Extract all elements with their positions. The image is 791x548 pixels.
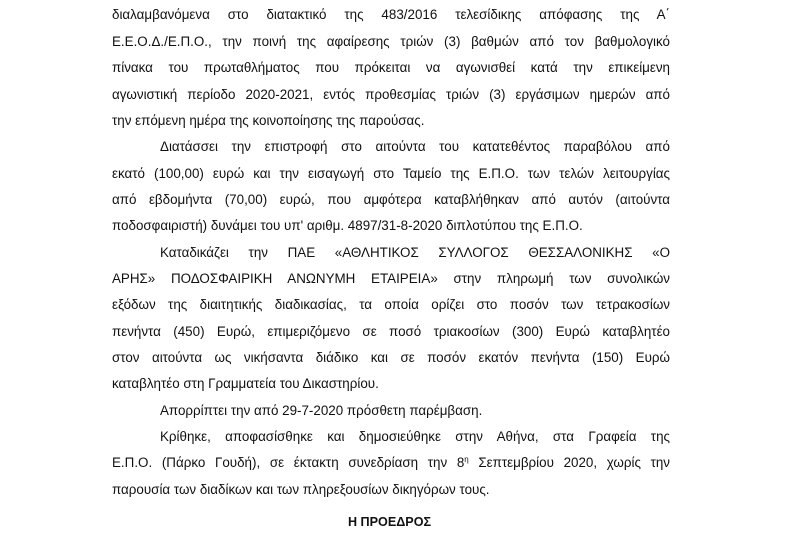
ordinal-superscript: η	[464, 455, 469, 464]
text-line: την επόμενη ημέρα της κοινοποίησης της παρούσας.	[112, 113, 425, 128]
text-segment: Ε.Π.Ο. (Πάρκο Γουδή), σε έκτακτη συνεδρίαση την 8	[112, 455, 465, 470]
text-line: πενήντα (450) Ευρώ, επιμεριζόμενο σε ποσό τριακοσίων (300) Ευρώ καταβλητέο	[112, 324, 670, 339]
text-line: εκατό (100,00) ευρώ και την εισαγωγή στο Ταμείο της Ε.Π.Ο. των τελών λειτουργίας	[112, 166, 670, 181]
text-line: διαλαμβανόμενα στο διατακτικό της 483/2016 τελεσίδικης απόφασης της Α΄	[112, 7, 670, 22]
text-line: από εβδομήντα (70,00) ευρώ, που αμφότερα καταβλήθηκαν από αυτόν (αιτούντα	[112, 192, 670, 207]
text-segment: Σεπτεμβρίου 2020, χωρίς την	[468, 455, 670, 470]
text-line: Καταδικάζει την ΠΑΕ «ΑΘΛΗΤΙΚΟΣ ΣΥΛΛΟΓΟΣ ΘΕΣΣΑΛΟΝΙΚΗΣ «Ο	[160, 245, 670, 260]
text-line-with-superscript	[112, 452, 670, 474]
text-line: στον αιτούντα ως νικήσαντα διάδικο και σε ποσόν εκατόν πενήντα (150) Ευρώ	[112, 350, 670, 365]
text-line: καταβλητέο στη Γραμματεία του Δικαστηρίου.	[112, 376, 379, 391]
text-line: πίνακα του πρωταθλήματος που πρόκειται να αγωνισθεί κατά την επικείμενη	[112, 60, 670, 75]
signature-title: Η ΠΡΟΕΔΡΟΣ	[347, 515, 432, 529]
text-line: ΑΡΗΣ» ΠΟΔΟΣΦΑΙΡΙΚΗ ΑΝΩΝΥΜΗ ΕΤΑΙΡΕΙΑ» στην πληρωμή των συνολικών	[112, 271, 670, 286]
text-line: Ε.Ε.Ο.Δ./Ε.Π.Ο., την ποινή της αφαίρεσης τριών (3) βαθμών από τον βαθμολογικό	[112, 34, 670, 49]
text-line: Διατάσσει την επιστροφή στο αιτούντα του κατατεθέντος παραβόλου από	[160, 139, 670, 154]
text-line: ποδοσφαιριστή) δυνάμει του υπ' αριθμ. 4897/31-8-2020 διπλοτύπου της Ε.Π.Ο.	[112, 218, 583, 233]
text-line: Απορρίπτει την από 29-7-2020 πρόσθετη παρέμβαση.	[160, 403, 483, 418]
text-line: αγωνιστική περίοδο 2020-2021, εντός προθεσμίας τριών (3) εργάσιμων ημερών από	[112, 87, 670, 102]
text-line: παρουσία των διαδίκων και των πληρεξουσίων δικηγόρων τους.	[112, 482, 490, 497]
text-line: εξόδων της διαιτητικής διαδικασίας, τα οποία ορίζει στο ποσόν των τετρακοσίων	[112, 297, 670, 312]
text-line: Κρίθηκε, αποφασίσθηκε και δημοσιεύθηκε στην Αθήνα, στα Γραφεία της	[160, 429, 670, 444]
